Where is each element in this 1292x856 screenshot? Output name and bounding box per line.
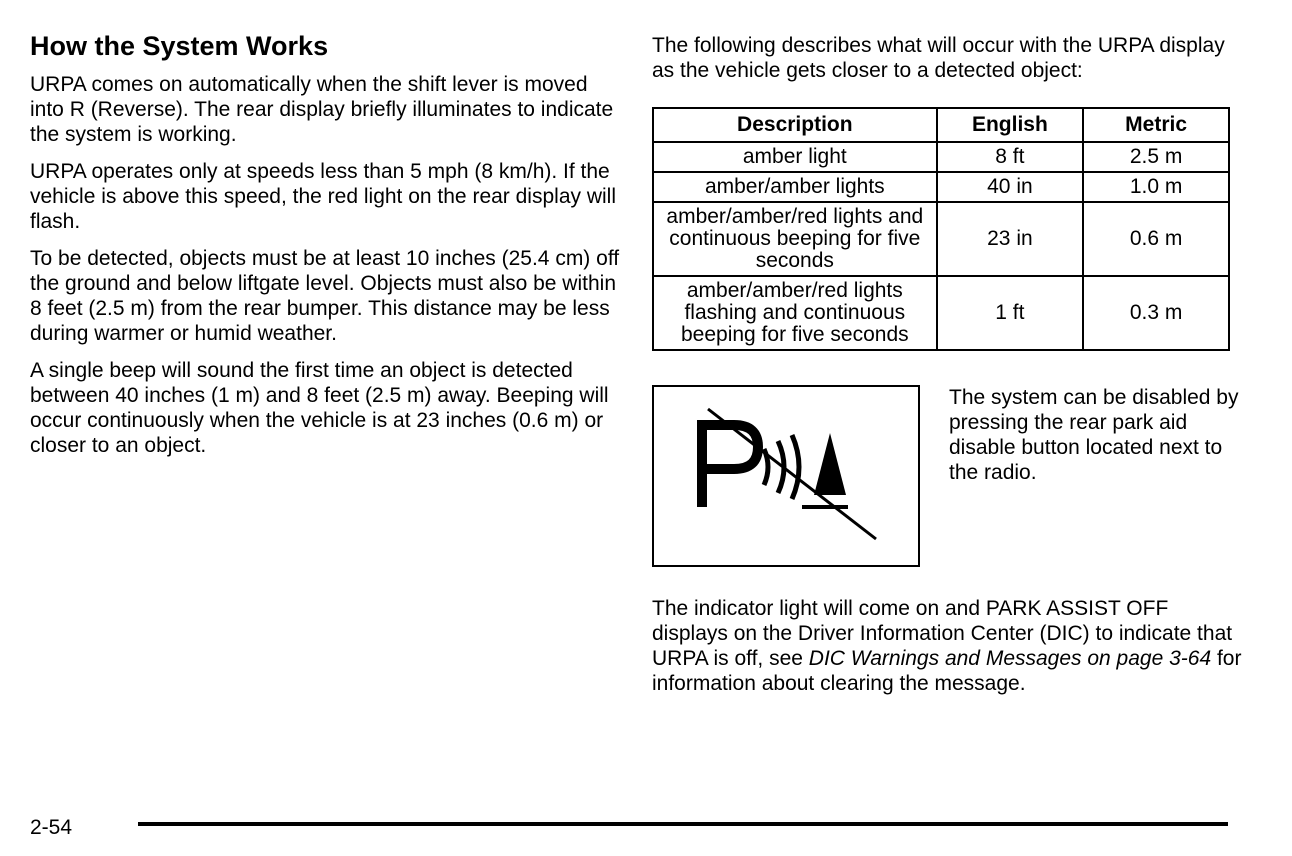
cell-description: amber/amber/red lights and continuous beeping for five seconds: [653, 202, 937, 276]
header-description: Description: [653, 108, 937, 142]
cell-english: 23 in: [937, 202, 1084, 276]
paragraph-speed: URPA operates only at speeds less than 5 mph (8 km/h). If the vehicle is above this speed, the red light on the rear display will flash.: [30, 160, 616, 234]
table-row: [653, 276, 1229, 350]
disable-instructions: The system can be disabled by pressing the rear park aid disable button located next to the radio.: [949, 386, 1239, 484]
paragraph-activation: URPA comes on automatically when the shift lever is moved into R (Reverse). The rear display briefly illuminates to indicate the system is working.: [30, 73, 614, 147]
cell-metric: 2.5 m: [1083, 142, 1229, 172]
cell-metric: 0.6 m: [1083, 202, 1229, 276]
page-number: 2-54: [30, 816, 73, 839]
table-row: [653, 202, 1229, 276]
indicator-paragraph: [652, 596, 1242, 696]
icon-section: [652, 385, 1242, 570]
header-english: English: [937, 108, 1084, 142]
cell-english: 40 in: [937, 172, 1084, 202]
indicator-text-after: for information about clearing the message.: [652, 647, 1242, 695]
table-header-row: [653, 108, 1229, 142]
header-metric: Metric: [1083, 108, 1229, 142]
right-column: [652, 33, 1242, 351]
table-row: [653, 172, 1229, 202]
cell-description: amber/amber lights: [653, 172, 937, 202]
section-heading: How the System Works: [30, 31, 329, 61]
footer-rule: [138, 822, 1228, 826]
dic-warnings-reference[interactable]: DIC Warnings and Messages on page 3-64: [808, 647, 1212, 670]
indicator-text-before: The indicator light will come on and PARK ASSIST OFF displays on the Driver Information Center (DIC) to indicate that URPA is off, see: [652, 597, 1233, 670]
cell-description: amber light: [653, 142, 937, 172]
paragraph-detection: To be detected, objects must be at least 10 inches (25.4 cm) off the ground and below liftgate level. Objects must also be within 8 feet (2.5 m) from the rear bumper. This distance may be less during warmer or humid weather.: [30, 247, 620, 346]
left-column: [30, 30, 620, 470]
cell-description: amber/amber/red lights flashing and continuous beeping for five seconds: [653, 276, 937, 350]
cell-metric: 0.3 m: [1083, 276, 1229, 350]
cell-metric: 1.0 m: [1083, 172, 1229, 202]
cell-english: 1 ft: [937, 276, 1084, 350]
distance-table: [652, 107, 1230, 351]
cell-english: 8 ft: [937, 142, 1084, 172]
table-row: [653, 142, 1229, 172]
park-assist-off-icon: [652, 385, 920, 567]
table-intro: The following describes what will occur with the URPA display as the vehicle gets closer to a detected object:: [652, 34, 1225, 82]
paragraph-beeping: A single beep will sound the first time an object is detected between 40 inches (1 m) and 8 feet (2.5 m) away. Beeping will occur continuously when the vehicle is at 23 inches (0.6 m) or closer to an object.: [30, 359, 609, 458]
